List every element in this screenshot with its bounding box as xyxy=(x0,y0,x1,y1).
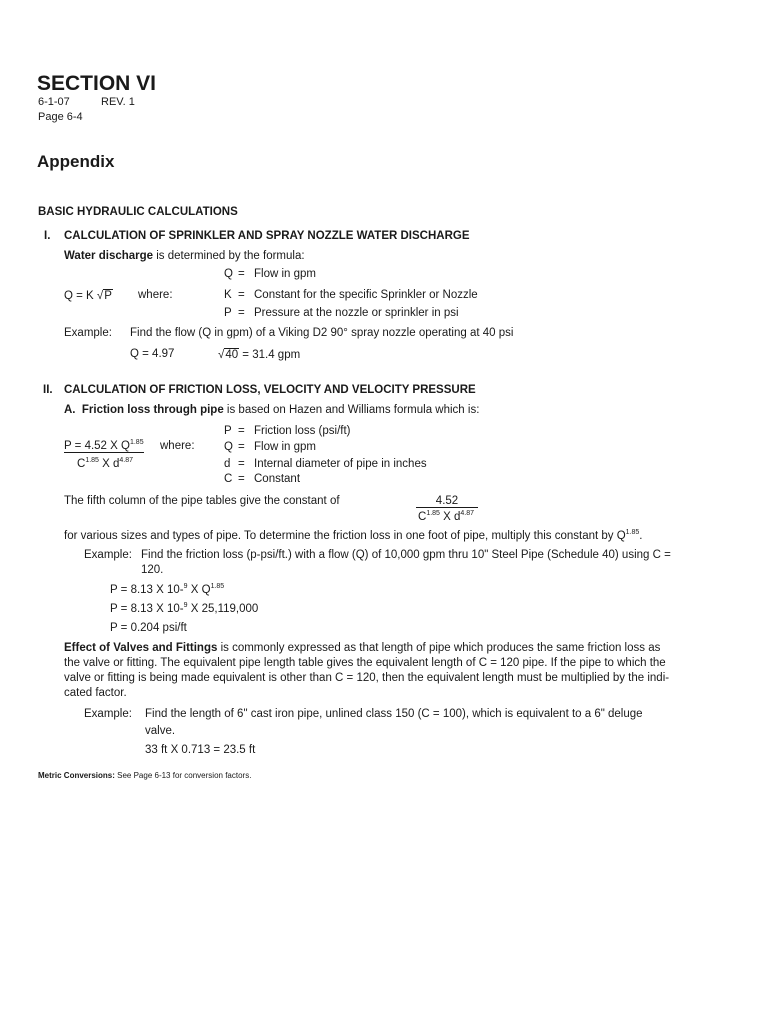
part1-example-q: Q = 4.97 xyxy=(130,348,175,360)
hazen-williams-numerator xyxy=(64,440,144,453)
part2-def-eq: = xyxy=(238,441,245,453)
constant-numerator: 4.52 xyxy=(416,495,478,508)
various-sizes-text xyxy=(64,530,643,542)
doc-revision: REV. 1 xyxy=(101,96,135,108)
part1-def-text: Pressure at the nozzle or sprinkler in psi xyxy=(254,307,459,319)
part2-def-text: Flow in gpm xyxy=(254,441,316,453)
part1-formula: Q = K √P xyxy=(64,290,112,302)
part1-formula-where: where: xyxy=(138,289,173,301)
constant-denominator xyxy=(418,511,474,523)
part1-def-sym: Q xyxy=(224,268,233,280)
part1-def-sym: P xyxy=(224,307,232,319)
part2-subheading xyxy=(64,404,479,416)
part1-example-result: √40 = 31.4 gpm xyxy=(218,349,301,361)
numerator-text: P = 4.52 X Q xyxy=(64,440,130,452)
denominator-d-exponent: 4.87 xyxy=(119,457,134,465)
effect-line-4: cated factor. xyxy=(64,687,127,699)
part2-example2-calc: 33 ft X 0.713 = 23.5 ft xyxy=(145,744,256,756)
constant-den-c: C xyxy=(418,511,427,523)
part1-def-eq: = xyxy=(238,307,245,319)
denominator-c: C xyxy=(77,458,86,470)
part1-example-label: Example: xyxy=(64,327,112,339)
part2-example-line1: Find the friction loss (p-psi/ft.) with a flow (Q) of 10,000 gpm thru 10" Steel Pipe (Schedule 40) using C = xyxy=(141,549,671,561)
basic-calculations-title: BASIC HYDRAULIC CALCULATIONS xyxy=(38,206,238,218)
denominator-c-exponent: 1.85 xyxy=(85,457,99,465)
effect-line-2: the valve or fitting. The equivalent pipe length table gives the equivalent length of C = 120 pipe. If the pipe to which the xyxy=(64,657,666,669)
calc-line-1 xyxy=(110,584,224,596)
part2-example2-label: Example: xyxy=(84,708,132,720)
part1-numeral: I. xyxy=(44,230,51,242)
fifth-column-text: The fifth column of the pipe tables give the constant of xyxy=(64,495,340,507)
part2-numeral: II. xyxy=(43,384,53,396)
part2-def-eq: = xyxy=(238,425,245,437)
constant-den-d-exponent: 4.87 xyxy=(460,510,475,518)
part2-sub-bold: Friction loss through pipe xyxy=(81,404,224,416)
part1-intro-bold: Water discharge xyxy=(64,250,154,262)
effect-text: is commonly expressed as that length of pipe which produces the same friction loss as xyxy=(217,642,661,654)
doc-date: 6-1-07 xyxy=(38,96,70,108)
calc1-rest-exponent: 1.85 xyxy=(210,583,225,591)
part2-def-sym: Q xyxy=(224,441,233,453)
part1-def-sym: K xyxy=(224,289,232,301)
part2-def-sym: C xyxy=(224,473,233,485)
part2-def-eq: = xyxy=(238,458,245,470)
calc-line-3: P = 0.204 psi/ft xyxy=(110,622,187,634)
part2-def-sym: P xyxy=(224,425,232,437)
part2-formula-where: where: xyxy=(160,440,195,452)
part1-def-eq: = xyxy=(238,289,245,301)
part1-def-eq: = xyxy=(238,268,245,280)
part2-example2-line2: valve. xyxy=(145,725,176,737)
part2-example-line2: 120. xyxy=(141,564,164,576)
part2-def-text: Friction loss (psi/ft) xyxy=(254,425,351,437)
various-exponent: 1.85 xyxy=(625,529,640,537)
calc1-rest: X Q xyxy=(187,584,211,596)
part1-def-text: Flow in gpm xyxy=(254,268,316,280)
part2-example-label: Example: xyxy=(84,549,132,561)
page-title: Appendix xyxy=(37,152,115,171)
part1-intro xyxy=(64,250,305,262)
part1-example-text: Find the flow (Q in gpm) of a Viking D2 90° spray nozzle operating at 40 psi xyxy=(130,327,514,339)
part1-example-result-text: = 31.4 gpm xyxy=(239,349,301,361)
denominator-x: X d xyxy=(98,458,120,470)
part1-heading: CALCULATION OF SPRINKLER AND SPRAY NOZZLE WATER DISCHARGE xyxy=(64,230,470,242)
metric-conversions-text: See Page 6-13 for conversion factors. xyxy=(114,771,252,780)
part1-formula-p: P xyxy=(104,290,112,302)
effect-line-3: valve or fitting is being made equivalent is other than C = 120, then the equivalent length must be multiplied by the indi- xyxy=(64,672,670,684)
effect-bold: Effect of Valves and Fittings xyxy=(64,642,218,654)
section-title: SECTION VI xyxy=(37,72,157,95)
calc2-exponent: 9 xyxy=(183,602,188,610)
metric-conversions-label: Metric Conversions: xyxy=(38,771,115,780)
part2-example2-line1: Find the length of 6" cast iron pipe, unlined class 150 (C = 100), which is equivalent to a 6" deluge xyxy=(145,708,643,720)
calc1-text: P = 8.13 X 10- xyxy=(110,584,184,596)
part1-example-sqrt: 40 xyxy=(225,349,239,361)
calc1-exponent: 9 xyxy=(183,583,188,591)
part1-formula-q: Q = K xyxy=(64,290,94,302)
various-text: for various sizes and types of pipe. To determine the friction loss in one foot of pipe, multiply this constant by Q xyxy=(64,530,626,542)
part2-formula-denominator xyxy=(77,458,133,470)
part2-sub-letter: A. xyxy=(64,404,76,416)
numerator-exponent: 1.85 xyxy=(129,439,144,447)
constant-den-c-exponent: 1.85 xyxy=(426,510,440,518)
part1-intro-rest: is determined by the formula: xyxy=(153,250,305,262)
part1-def-text: Constant for the specific Sprinkler or Nozzle xyxy=(254,289,478,301)
page-number: Page 6-4 xyxy=(38,111,83,123)
calc-line-2 xyxy=(110,603,258,615)
constant-den-x: X d xyxy=(439,511,461,523)
part2-def-text: Constant xyxy=(254,473,301,485)
calc2-rest: X 25,119,000 xyxy=(187,603,259,615)
calc2-text: P = 8.13 X 10- xyxy=(110,603,184,615)
effect-line-1 xyxy=(64,642,660,654)
part2-heading: CALCULATION OF FRICTION LOSS, VELOCITY AND VELOCITY PRESSURE xyxy=(64,384,476,396)
part2-formula-numerator xyxy=(64,440,144,452)
various-end: . xyxy=(639,530,643,542)
part2-def-sym: d xyxy=(224,458,231,470)
part2-sub-rest: is based on Hazen and Williams formula which is: xyxy=(223,404,480,416)
part2-def-eq: = xyxy=(238,473,245,485)
part2-def-text: Internal diameter of pipe in inches xyxy=(254,458,427,470)
metric-conversions-note xyxy=(38,771,251,780)
